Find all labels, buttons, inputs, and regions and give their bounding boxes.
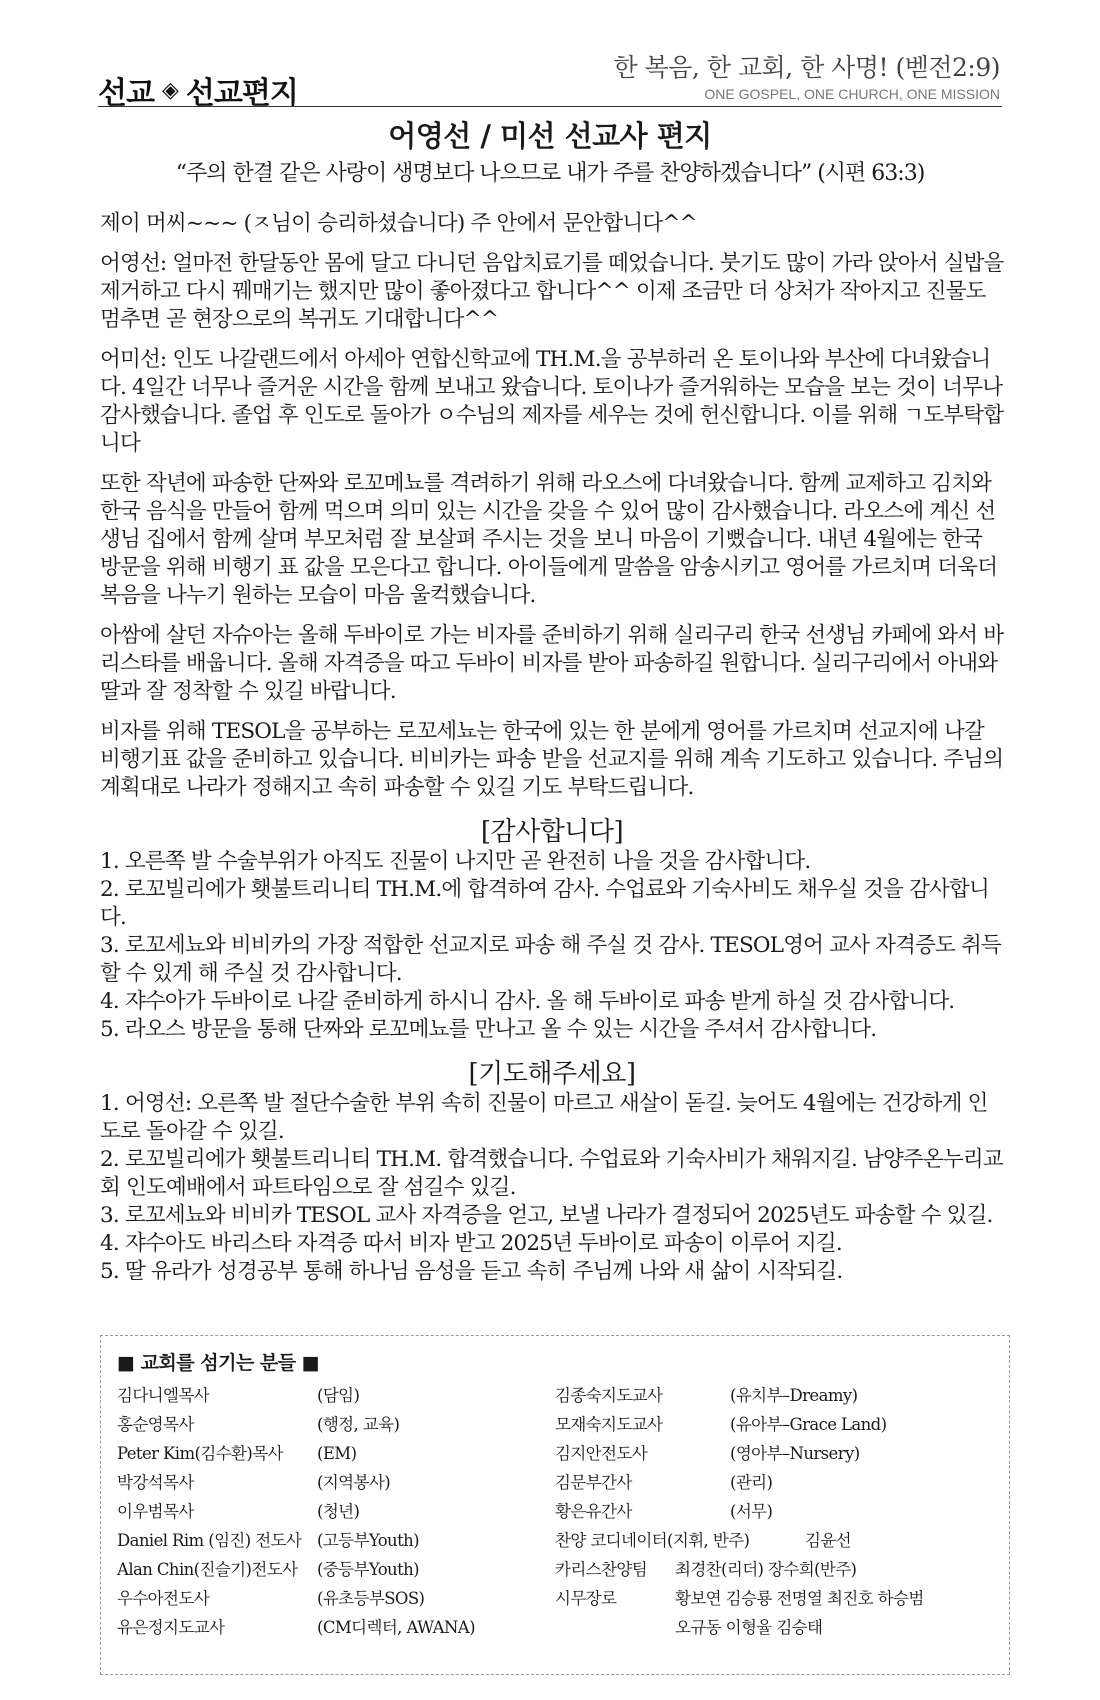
diamond-icon: ◈ — [161, 77, 178, 103]
staff-row — [555, 1497, 993, 1526]
staff-name: 찬양 코디네이터(지휘, 반주) — [555, 1531, 750, 1550]
motto-english: ONE GOSPEL, ONE CHURCH, ONE MISSION — [704, 86, 1000, 102]
letter-body — [100, 210, 1004, 1286]
paragraph: 또한 작년에 파송한 단짜와 로꼬메뇨를 격려하기 위해 라오스에 다녀왔습니다. 함께 교제하고 김치와 한국 음식을 만들어 함께 먹으며 의미 있는 시간을 갖을 수 있어 많이 감사했습니다. 라오스에 계신 선생님 집에서 함께 살며 부모처럼 잘 보살펴 주시는 것을 보니 마음이 기뻤습니다. 내년 4월에는 한국 방문을 위해 비행기 표 값을 모은다고 합니다. 아이들에게 말씀을 암송시키고 영어를 가르치며 더욱더 복음을 나누기 원하는 모습이 마음 울컥했습니다. — [100, 471, 998, 608]
staff-name: Alan Chin(진슬기)전도사 — [117, 1560, 298, 1579]
staff-row — [555, 1613, 993, 1642]
header-divider — [98, 106, 1002, 107]
motto: 한 복음, 한 교회, 한 사명! (벧전2:9) — [613, 53, 1000, 82]
staff-row — [117, 1613, 555, 1642]
staff-name: Daniel Rim (임진) 전도사 — [117, 1531, 302, 1550]
paragraph: 비자를 위해 TESOL을 공부하는 로꼬세뇨는 한국에 있는 한 분에게 영어를 가르치며 선교지에 나갈 비행기표 값을 준비하고 있습니다. 비비카는 파송 받을 선교지를 위해 계속 기도하고 있습니다. 주님의 계획대로 나라가 정해지고 속히 파송할 수 있길 기도 부탁드립니다. — [100, 719, 1004, 800]
staff-row — [555, 1468, 993, 1497]
staff-row — [117, 1555, 555, 1584]
staff-role: (담임) — [317, 1386, 360, 1405]
motto-block — [613, 48, 1000, 102]
staff-name: 카리스찬양팀 — [555, 1560, 648, 1579]
staff-name: 모재숙지도교사 — [555, 1415, 663, 1434]
scripture-verse: “주의 한결 같은 사랑이 생명보다 나으므로 내가 주를 찬양하겠습니다” (시편 63:3) — [175, 161, 925, 186]
list-item: 2. 로꼬빌리에가 횃불트리니티 TH.M.에 합격하여 감사. 수업료와 기숙사비도 채우실 것을 감사합니다. — [100, 877, 989, 930]
staff-row — [117, 1584, 555, 1613]
staff-name: 시무장로 — [555, 1589, 617, 1608]
staff-name: 김문부간사 — [555, 1473, 632, 1492]
staff-name: 유은정지도교사 — [117, 1618, 225, 1637]
staff-name: 홍순영목사 — [117, 1415, 194, 1434]
staff-row — [555, 1410, 993, 1439]
list-item: 5. 딸 유라가 성경공부 통해 하나님 음성을 듣고 속히 주님께 나와 새 삶이 시작되길. — [100, 1259, 843, 1284]
staff-name: 박강석목사 — [117, 1473, 194, 1492]
list-item: 3. 로꼬세뇨와 비비카 TESOL 교사 자격증을 얻고, 보낼 나라가 결정되어 2025년도 파송할 수 있길. — [100, 1203, 993, 1228]
staff-row — [117, 1468, 555, 1497]
thanks-list — [100, 848, 1004, 1044]
staff-role: (CM디렉터, AWANA) — [317, 1618, 475, 1637]
staff-role: (EM) — [317, 1444, 357, 1463]
prayer-heading: [기도해주세요] — [468, 1059, 636, 1089]
staff-row — [555, 1584, 993, 1613]
staff-column-right — [555, 1381, 993, 1642]
staff-row — [555, 1439, 993, 1468]
section-label: 선교 — [98, 76, 154, 111]
staff-name: 김지안전도사 — [555, 1444, 648, 1463]
paragraph: 어미선: 인도 나갈랜드에서 아세아 연합신학교에 TH.M.을 공부하러 온 토이나와 부산에 다녀왔습니다. 4일간 너무나 즐거운 시간을 함께 보내고 왔습니다. 토이나가 즐거워하는 모습을 보는 것이 너무나 감사했습니다. 졸업 후 인도로 돌아가 ㅇ수님의 제자를 세우는 것에 헌신합니다. 이를 위해 ㄱ도부탁합니다 — [100, 347, 1004, 456]
staff-row — [555, 1381, 993, 1410]
prayer-list — [100, 1090, 1004, 1286]
staff-role: (청년) — [317, 1502, 360, 1521]
staff-row — [555, 1526, 993, 1555]
staff-role: 김윤선 — [805, 1531, 852, 1550]
staff-heading: ■ 교회를 섬기는 분들 ■ — [117, 1352, 320, 1374]
thanks-heading: [감사합니다] — [480, 817, 624, 847]
staff-role: (중등부Youth) — [317, 1560, 419, 1579]
staff-role: (영아부–Nursery) — [730, 1444, 860, 1463]
staff-name: 우수아전도사 — [117, 1589, 210, 1608]
staff-name: 황은유간사 — [555, 1502, 632, 1521]
subsection-label: 선교편지 — [185, 76, 298, 111]
staff-row — [117, 1381, 555, 1410]
staff-role: (유치부–Dreamy) — [730, 1386, 858, 1405]
list-item: 5. 라오스 방문을 통해 단짜와 로꼬메뇨를 만나고 올 수 있는 시간을 주셔서 감사합니다. — [100, 1017, 877, 1042]
list-item: 1. 어영선: 오른쪽 발 절단수술한 부위 속히 진물이 마르고 새살이 돋길. 늦어도 4월에는 건강하게 인도로 돌아갈 수 있길. — [100, 1091, 988, 1144]
staff-name: Peter Kim(김수환)목사 — [117, 1444, 283, 1463]
list-item: 3. 로꼬세뇨와 비비카의 가장 적합한 선교지로 파송 해 주실 것 감사. TESOL영어 교사 자격증도 취득할 수 있게 해 주실 것 감사합니다. — [100, 933, 1001, 986]
list-item: 2. 로꼬빌리에가 횃불트리니티 TH.M. 합격했습니다. 수업료와 기숙사비가 채워지길. 남양주온누리교회 인도예배에서 파트타임으로 잘 섬길수 있길. — [100, 1147, 1003, 1200]
staff-name — [555, 1613, 675, 1642]
staff-row — [117, 1439, 555, 1468]
staff-row — [555, 1555, 993, 1584]
staff-role: 황보연 김승룡 전명열 최진호 하승범 — [675, 1589, 924, 1608]
staff-role: (관리) — [730, 1473, 773, 1492]
staff-row — [117, 1526, 555, 1555]
staff-name: 이우범목사 — [117, 1502, 194, 1521]
staff-role: (서무) — [730, 1502, 773, 1521]
staff-row — [117, 1497, 555, 1526]
staff-role: (행정, 교육) — [317, 1415, 400, 1434]
list-item: 1. 오른쪽 발 수술부위가 아직도 진물이 나지만 곧 완전히 나을 것을 감사합니다. — [100, 849, 811, 874]
staff-role: (지역봉사) — [317, 1473, 391, 1492]
staff-role: (유아부–Grace Land) — [730, 1415, 887, 1434]
staff-row — [117, 1410, 555, 1439]
letter-title: 어영선 / 미선 선교사 편지 — [388, 119, 712, 153]
list-item: 4. 쟈수아도 바리스타 자격증 따서 비자 받고 2025년 두바이로 파송이 이루어 지길. — [100, 1231, 842, 1256]
church-staff-box — [100, 1335, 1010, 1675]
staff-role: 오규동 이형율 김승태 — [675, 1618, 823, 1637]
paragraph: 어영선: 얼마전 한달동안 몸에 달고 다니던 음압치료기를 떼었습니다. 붓기도 많이 가라 앉아서 실밥을 제거하고 다시 꿰매기는 했지만 많이 좋아졌다고 합니다^^ 이제 조금만 더 상처가 작아지고 진물도 멈추면 곧 현장으로의 복귀도 기대합니다^^ — [100, 251, 1004, 332]
paragraph: 아쌈에 살던 자슈아는 올해 두바이로 가는 비자를 준비하기 위해 실리구리 한국 선생님 카페에 와서 바리스타를 배웁니다. 올해 자격증을 따고 두바이 비자를 받아 파송하길 원합니다. 실리구리에서 아내와 딸과 잘 정착할 수 있길 바랍니다. — [100, 623, 1004, 704]
list-item: 4. 쟈수아가 두바이로 나갈 준비하게 하시니 감사. 올 해 두바이로 파송 받게 하실 것 감사합니다. — [100, 989, 955, 1014]
staff-role: (유초등부SOS) — [317, 1589, 425, 1608]
staff-column-left — [117, 1381, 555, 1642]
paragraph: 제이 머씨~~~ (ㅈ님이 승리하셨습니다) 주 안에서 문안합니다^^ — [100, 211, 697, 236]
staff-name: 김다니엘목사 — [117, 1386, 210, 1405]
staff-name: 김종숙지도교사 — [555, 1386, 663, 1405]
staff-role: (고등부Youth) — [317, 1531, 419, 1550]
staff-role: 최경찬(리더) 장수희(반주) — [675, 1560, 857, 1579]
